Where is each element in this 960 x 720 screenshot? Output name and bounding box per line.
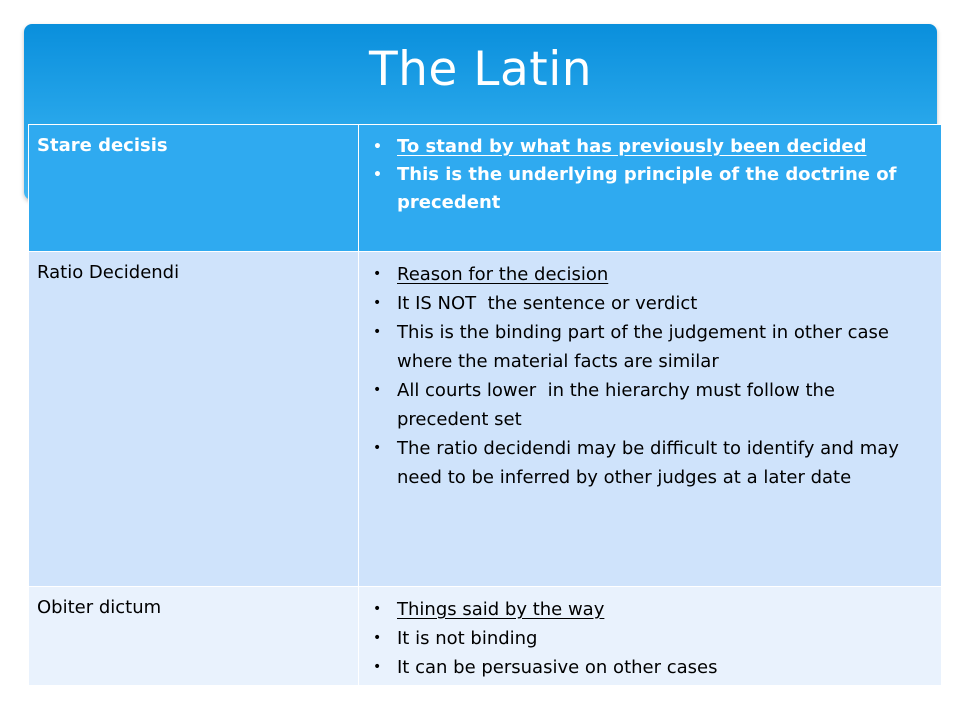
list-item: [371, 653, 931, 682]
bullet-icon: •: [373, 630, 382, 646]
bullet-icon: •: [373, 139, 382, 155]
definition-list: [359, 252, 941, 492]
term-cell: [29, 587, 359, 686]
definition-text: Reason for the decision: [397, 264, 609, 285]
list-item: [371, 260, 931, 289]
definition-list: [359, 587, 941, 682]
latin-terms-table: [28, 124, 942, 686]
list-item: [371, 161, 931, 217]
term-label: Stare decisis: [37, 135, 168, 156]
definition-text: It IS NOT the sentence or verdict: [397, 293, 698, 314]
bullet-icon: •: [373, 295, 382, 311]
bullet-icon: •: [373, 659, 382, 675]
bullet-icon: •: [373, 440, 382, 456]
definition-text: This is the underlying principle of the doctrine of precedent: [397, 164, 897, 213]
definition-text: The ratio decidendi may be difficult to identify and may need to be inferred by other judges at a later date: [397, 438, 899, 488]
bullet-icon: •: [373, 167, 382, 183]
definition-text: It is not binding: [397, 628, 538, 649]
table-row-ratio-decidendi: [29, 252, 942, 587]
list-item: [371, 318, 931, 376]
term-cell: [29, 125, 359, 252]
list-item: [371, 289, 931, 318]
definition-text: Things said by the way: [397, 599, 605, 620]
definition-cell: [359, 587, 942, 686]
term-label: Ratio Decidendi: [37, 262, 180, 283]
term-cell: [29, 252, 359, 587]
list-item: [371, 434, 931, 492]
bullet-icon: •: [373, 324, 382, 340]
list-item: [371, 595, 931, 624]
bullet-icon: •: [373, 601, 382, 617]
definition-text: This is the binding part of the judgement in other case where the material facts are similar: [397, 322, 889, 372]
term-label: Obiter dictum: [37, 597, 162, 618]
definition-text: It can be persuasive on other cases: [397, 657, 718, 678]
list-item: [371, 133, 931, 161]
list-item: [371, 376, 931, 434]
bullet-icon: •: [373, 382, 382, 398]
table-row-obiter-dictum: [29, 587, 942, 686]
definition-list: [359, 125, 941, 217]
definition-text: To stand by what has previously been decided: [397, 136, 867, 157]
slide-title: The Latin: [368, 42, 593, 97]
definition-text: All courts lower in the hierarchy must follow the precedent set: [397, 380, 841, 430]
bullet-icon: •: [373, 266, 382, 282]
definition-cell: [359, 252, 942, 587]
definition-cell: [359, 125, 942, 252]
table-row-stare-decisis: [29, 125, 942, 252]
list-item: [371, 624, 931, 653]
